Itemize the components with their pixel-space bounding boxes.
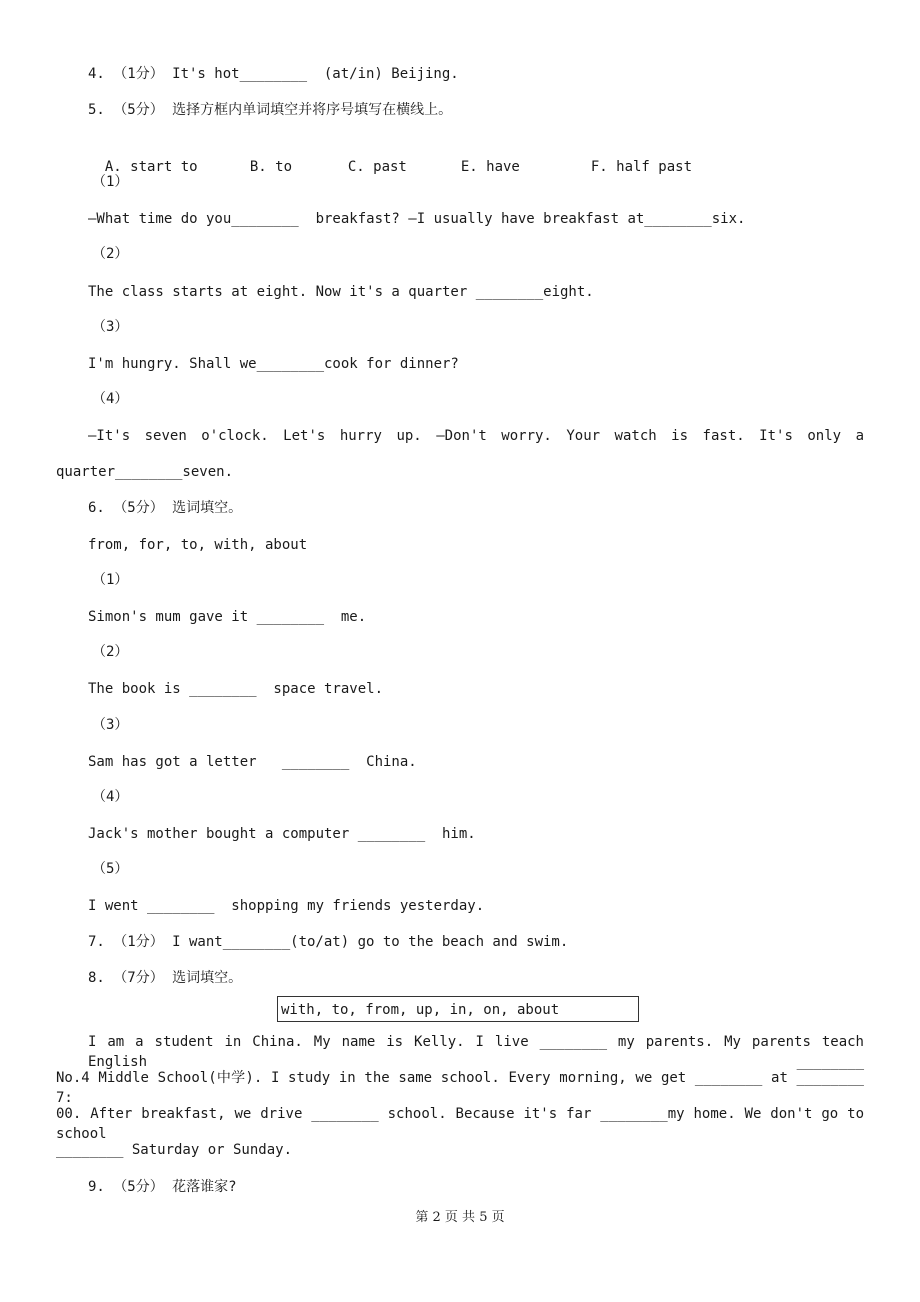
question-8-paragraph-line-1: I am a student in China. My name is Kelly. I live ________ my parents. My parents teach English ________ <box>88 1034 864 1070</box>
option-a: A. start to <box>104 159 198 175</box>
item-number: （1） <box>92 572 129 588</box>
question-6-stem: 6. （5分） 选词填空。 <box>88 500 243 516</box>
question-5-item-3: I'm hungry. Shall we________cook for dinner? <box>88 356 459 372</box>
question-5-item-4-line-1: —It's seven o'clock. Let's hurry up. —Don't worry. Your watch is fast. It's only a <box>88 428 864 444</box>
question-8-paragraph-line-2: No.4 Middle School(中学). I study in the same school. Every morning, we get ________ at ________ 7: <box>56 1070 864 1106</box>
page-number-footer: 第 2 页 共 5 页 <box>415 1210 505 1225</box>
item-number: （2） <box>92 246 129 262</box>
question-9: 9. （5分） 花落谁家? <box>88 1179 237 1195</box>
question-7: 7. （1分） I want________(to/at) go to the beach and swim. <box>88 934 569 950</box>
question-4: 4. （1分） It's hot________ (at/in) Beijing. <box>88 66 459 82</box>
question-6-item-2: The book is ________ space travel. <box>88 681 384 697</box>
item-number: （4） <box>92 391 129 407</box>
question-8-paragraph-line-3: 00. After breakfast, we drive ________ school. Because it's far ________my home. We don't go to school <box>56 1106 864 1142</box>
question-6-item-4: Jack's mother bought a computer ________ him. <box>88 826 476 842</box>
item-number: （2） <box>92 644 129 660</box>
option-b: B. to <box>249 159 293 175</box>
item-number: （5） <box>92 861 129 877</box>
question-6-word-list: from, for, to, with, about <box>88 537 308 553</box>
question-5-item-2: The class starts at eight. Now it's a quarter ________eight. <box>88 284 594 300</box>
question-6-item-3: Sam has got a letter ________ China. <box>88 754 417 770</box>
question-8-stem: 8. （7分） 选词填空。 <box>88 970 243 986</box>
question-8-paragraph-line-4: ________ Saturday or Sunday. <box>56 1142 293 1158</box>
question-5-stem: 5. （5分） 选择方框内单词填空并将序号填写在横线上。 <box>88 102 453 118</box>
item-number: （3） <box>92 717 129 733</box>
option-c: C. past <box>347 159 407 175</box>
question-6-item-1: Simon's mum gave it ________ me. <box>88 609 367 625</box>
question-5-item-4-line-2: quarter________seven. <box>56 464 234 480</box>
question-5-options <box>88 137 692 177</box>
item-number: （1） <box>92 174 129 190</box>
item-number: （3） <box>92 319 129 335</box>
option-e: E. have <box>460 159 520 175</box>
question-6-item-5: I went ________ shopping my friends yesterday. <box>88 898 485 914</box>
item-number: （4） <box>92 789 129 805</box>
option-f: F. half past <box>590 159 693 175</box>
question-5-item-1: —What time do you________ breakfast? —I usually have breakfast at________six. <box>88 211 746 227</box>
word-box: with, to, from, up, in, on, about <box>277 996 639 1022</box>
